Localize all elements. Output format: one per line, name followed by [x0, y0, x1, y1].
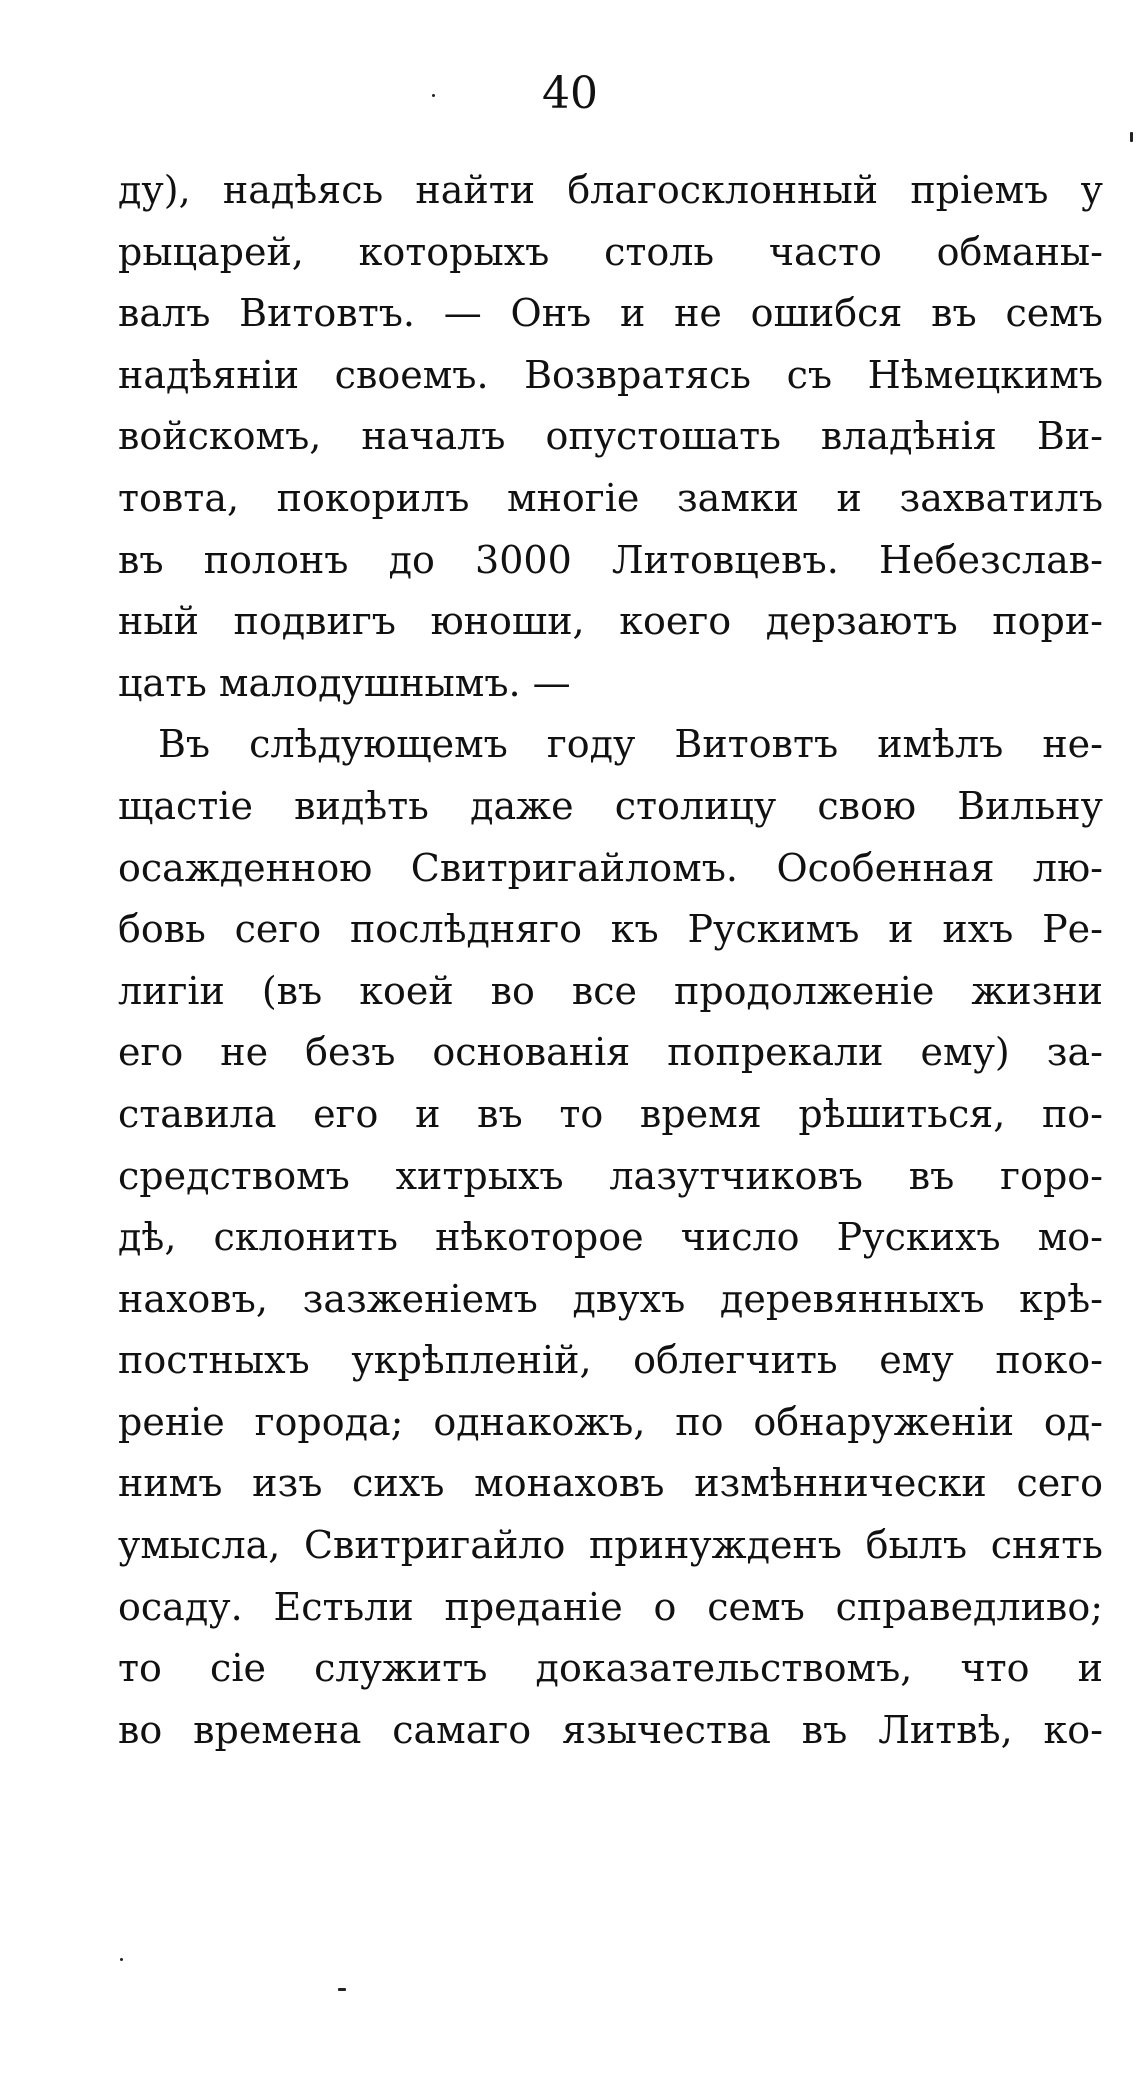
- text-line: средствомъ хитрыхъ лазутчиковъ въ горо-: [118, 1153, 1103, 1198]
- text-line: товта, покорилъ многіе замки и захватилъ: [118, 475, 1103, 520]
- text-line: наховъ, зазженіемъ двухъ деревянныхъ крѣ-: [118, 1276, 1103, 1321]
- text-line: рыцарей, которыхъ столь часто обманы-: [118, 229, 1103, 274]
- text-line: ставила его и въ то время рѣшиться, по-: [118, 1091, 1103, 1136]
- text-line: осаду. Естьли преданіе о семъ справедливо;: [118, 1584, 1103, 1629]
- text-line: реніе города; однакожъ, по обнаруженіи од-: [118, 1399, 1103, 1444]
- text-line: дѣ, склонить нѣкоторое число Рускихъ мо-: [118, 1215, 1103, 1260]
- text-line: войскомъ, началъ опустошать владѣнія Ви-: [118, 414, 1103, 459]
- text-line: Въ слѣдующемъ году Витовтъ имѣлъ не-: [158, 722, 1103, 767]
- text-line: лигіи (въ коей во все продолженіе жизни: [118, 968, 1103, 1013]
- text-line: осажденною Свитригайломъ. Особенная лю-: [118, 845, 1103, 890]
- print-speck: [120, 1958, 123, 1961]
- text-line: валъ Витовтъ. — Онъ и не ошибся въ семъ: [118, 291, 1103, 336]
- text-line: нимъ изъ сихъ монаховъ измѣннически сего: [118, 1461, 1103, 1506]
- text-line: во времена самаго язычества въ Литвѣ, ко-: [118, 1707, 1103, 1752]
- text-line: постныхъ укрѣпленій, облегчить ему поко-: [118, 1338, 1103, 1383]
- print-speck: [1130, 132, 1133, 142]
- text-line: бовь сего послѣдняго къ Рускимъ и ихъ Ре-: [118, 907, 1103, 952]
- page-number: 40: [542, 68, 598, 119]
- text-line: умысла, Свитригайло принужденъ былъ снять: [118, 1523, 1103, 1568]
- print-speck: [338, 1988, 346, 1991]
- text-line: ный подвигъ юноши, коего дерзаютъ пори-: [118, 599, 1103, 644]
- text-line: цать малодушнымъ. —: [118, 660, 571, 705]
- body-text: [118, 160, 1103, 1761]
- print-speck: [432, 94, 435, 97]
- text-line: ду), надѣясь найти благосклонный пріемъ у: [118, 168, 1103, 212]
- text-line: щастіе видѣть даже столицу свою Вильну: [118, 783, 1103, 828]
- text-line: то сіе служитъ доказательствомъ, что и: [118, 1646, 1103, 1691]
- text-line: надѣяніи своемъ. Возвратясь съ Нѣмецкимъ: [118, 352, 1103, 397]
- text-line: его не безъ основанія попрекали ему) за-: [118, 1030, 1103, 1075]
- text-line: въ полонъ до 3000 Литовцевъ. Небезслав-: [118, 537, 1103, 582]
